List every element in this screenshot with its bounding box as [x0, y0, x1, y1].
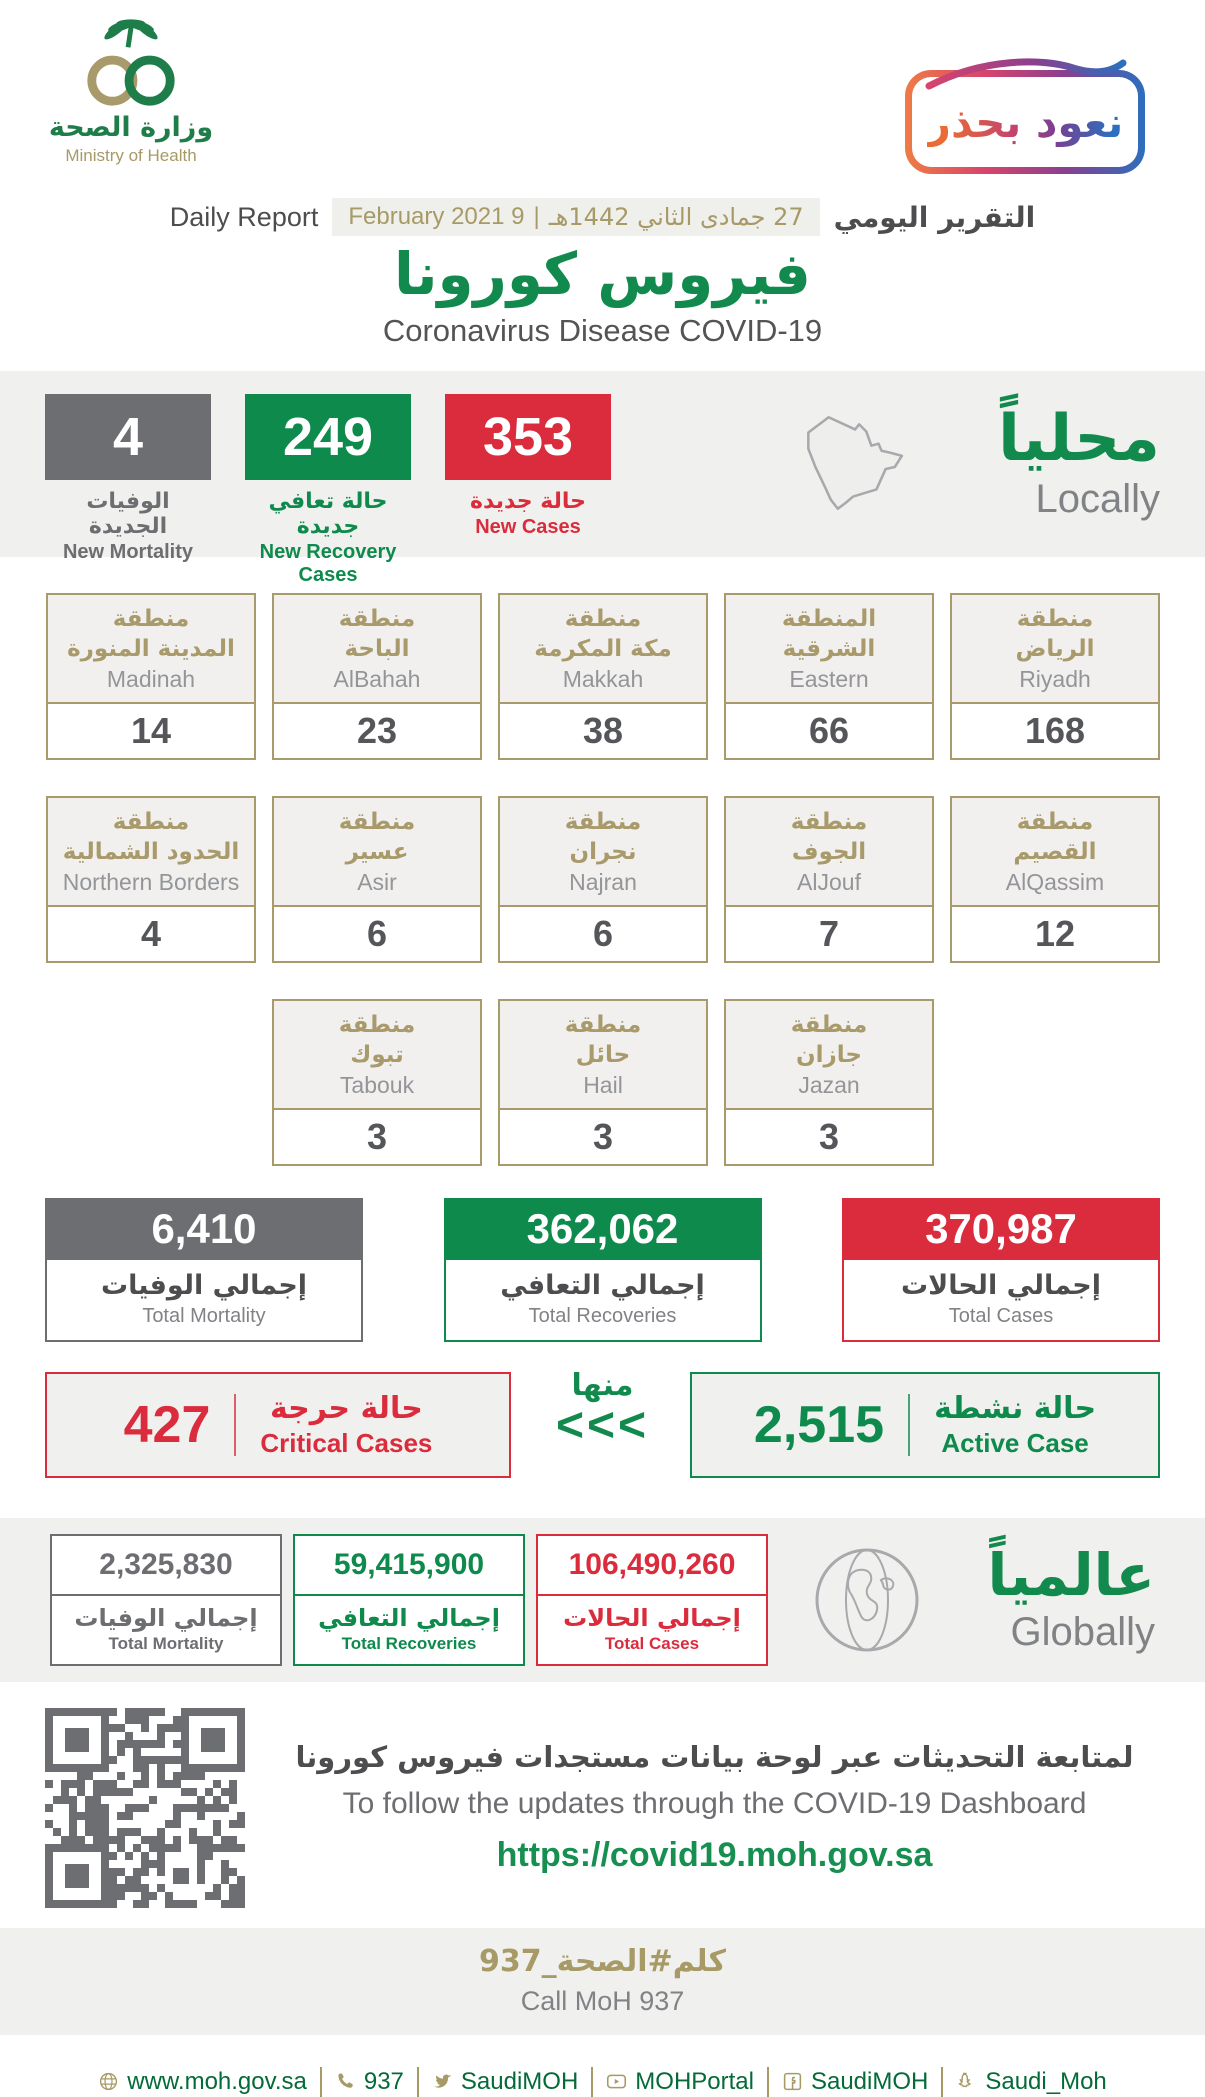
region-card-albahah	[272, 593, 482, 760]
region-name-ar: منطقة	[564, 808, 642, 835]
date-gregorian: 9 February 2021	[348, 203, 525, 230]
region-new-cases-value: 6	[592, 912, 614, 954]
of-which-indicator	[555, 1367, 650, 1452]
region-name-ar: القصيم	[1013, 838, 1097, 865]
return-with-caution-badge	[905, 70, 1145, 174]
global-cases-label-en: Total Cases	[604, 1633, 700, 1653]
region-name-ar: المدينة المنورة	[67, 635, 235, 662]
region-name-ar: تبوك	[350, 1041, 404, 1068]
footer-item-label: Saudi_Moh	[985, 2067, 1107, 2095]
new-cases-label-ar: حالة جديدة	[470, 488, 586, 514]
region-name-en: Riyadh	[1019, 665, 1091, 692]
page-title-en: Coronavirus Disease COVID-19	[382, 312, 823, 348]
region-new-cases-value: 38	[582, 709, 624, 751]
region-name-en: Najran	[569, 868, 637, 895]
region-name-ar: منطقة	[338, 605, 416, 632]
critical-cases-label-en: Critical Cases	[260, 1427, 433, 1458]
critical-divider	[234, 1394, 236, 1456]
region-card-najran	[498, 796, 708, 963]
youtube-icon	[606, 2071, 627, 2092]
region-card-northern-borders	[46, 796, 256, 963]
global-cases-value: 106,490,260	[538, 1536, 766, 1596]
footer-links	[0, 2067, 1205, 2097]
active-cases-label-ar: حالة نشطة	[934, 1390, 1097, 1426]
critical-cases-label-ar: حالة حرجة	[269, 1390, 423, 1426]
new-cases-label-en: New Cases	[475, 515, 581, 538]
total-mortality-box	[45, 1198, 363, 1342]
region-new-cases-value: 168	[1024, 709, 1086, 751]
total-cases-box	[842, 1198, 1160, 1342]
region-name-ar: منطقة	[564, 1011, 642, 1038]
footer-item-label: www.moh.gov.sa	[127, 2067, 307, 2095]
region-new-cases-value: 3	[366, 1115, 388, 1157]
total-recoveries-label-en: Total Recoveries	[528, 1304, 677, 1327]
global-recoveries-value: 59,415,900	[295, 1536, 523, 1596]
saudi-arabia-map	[788, 388, 910, 540]
global-recoveries-label-en: Total Recoveries	[341, 1633, 477, 1653]
twitter-icon	[432, 2071, 453, 2092]
footer-item-label: 937	[363, 2067, 404, 2095]
region-name-ar: المنطقة	[781, 605, 877, 632]
active-cases-value: 2,515	[753, 1395, 885, 1454]
globe-icon	[98, 2071, 119, 2092]
region-card-tabouk	[272, 999, 482, 1166]
globally-heading-en: Globally	[1010, 1609, 1155, 1654]
region-new-cases-value: 14	[130, 709, 172, 751]
logo-title-ar: وزارة الصحة	[48, 112, 214, 143]
region-new-cases-value: 3	[818, 1115, 840, 1157]
regions-grid	[45, 593, 1160, 1166]
phone-icon	[335, 2071, 356, 2092]
global-cases-box	[536, 1534, 768, 1666]
region-name-ar: الحدود الشمالية	[62, 838, 240, 865]
dashboard-section	[45, 1708, 1160, 1908]
new-recoveries-label-en: New Recovery Cases	[259, 540, 397, 586]
call-moh-ar: كلم#الصحة_937	[479, 1943, 726, 1979]
total-mortality-label-en: Total Mortality	[142, 1304, 266, 1327]
region-name-en: Madinah	[106, 665, 196, 692]
of-which-label-ar: منها	[571, 1367, 634, 1403]
region-name-ar: منطقة	[1016, 605, 1094, 632]
qr-code	[45, 1708, 245, 1908]
region-new-cases-value: 66	[808, 709, 850, 751]
badge-label: نعود بحذر	[926, 97, 1124, 147]
region-card-madinah	[46, 593, 256, 760]
stat-new-mortality	[45, 394, 211, 564]
region-name-ar: مكة المكرمة	[534, 635, 672, 662]
region-name-en: AlQassim	[1005, 868, 1105, 895]
breakdown-row	[45, 1367, 1160, 1478]
region-card-jazan	[724, 999, 934, 1166]
region-name-ar: الرياض	[1015, 635, 1095, 662]
region-new-cases-value: 3	[592, 1115, 614, 1157]
global-cases-label-ar: إجمالي الحالات	[563, 1603, 741, 1632]
region-name-en: Asir	[357, 868, 397, 895]
critical-cases-value: 427	[123, 1395, 211, 1454]
new-mortality-label-ar: الوفيات الجديدة	[86, 488, 170, 539]
total-recoveries-box	[444, 1198, 762, 1342]
moh-logo	[46, 14, 216, 166]
region-name-ar: منطقة	[112, 605, 190, 632]
global-mortality-label-en: Total Mortality	[108, 1633, 224, 1653]
region-name-ar: منطقة	[1016, 808, 1094, 835]
globally-heading-ar: عالمياً	[987, 1540, 1155, 1609]
global-recoveries-label-ar: إجمالي التعافي	[318, 1603, 500, 1632]
region-name-ar: الباحة	[344, 635, 410, 662]
region-card-eastern	[724, 593, 934, 760]
total-mortality-label-ar: إجمالي الوفيات	[100, 1269, 308, 1301]
date-row	[0, 198, 1205, 236]
region-name-en: Eastern	[789, 665, 869, 692]
date-separator: |	[533, 203, 540, 230]
chevrons-left-icon: <<<	[555, 1398, 650, 1452]
globally-heading	[923, 1540, 1155, 1655]
region-name-ar: نجران	[569, 838, 637, 865]
total-recoveries-label-ar: إجمالي التعافي	[500, 1269, 705, 1301]
stat-new-recoveries	[245, 394, 411, 587]
footer-item-label: MOHPortal	[635, 2067, 754, 2095]
moh-logo-graphic	[56, 14, 206, 112]
region-new-cases-value: 23	[356, 709, 398, 751]
region-new-cases-value: 6	[366, 912, 388, 954]
daily-report-label-ar: التقرير اليومي	[833, 200, 1036, 234]
dashboard-url-link[interactable]: https://covid19.moh.gov.sa	[496, 1836, 933, 1875]
footer-item-mohportal[interactable]	[593, 2067, 769, 2097]
dashboard-text-en: To follow the updates through the COVID-19 Dashboard	[342, 1787, 1087, 1821]
active-cases-label-en: Active Case	[941, 1427, 1089, 1458]
total-cases-value: 370,987	[842, 1198, 1160, 1260]
region-card-hail	[498, 999, 708, 1166]
region-name-en: Northern Borders	[62, 868, 240, 895]
new-recoveries-value: 249	[245, 394, 411, 480]
region-name-en: Jazan	[798, 1071, 860, 1098]
locally-heading-ar: محلياً	[997, 401, 1160, 476]
facebook-icon	[782, 2071, 803, 2092]
footer-item-saudi-moh[interactable]	[943, 2067, 1119, 2097]
region-card-alqassim	[950, 796, 1160, 963]
region-card-riyadh	[950, 593, 1160, 760]
region-name-en: AlJouf	[797, 868, 861, 895]
active-divider	[908, 1394, 910, 1456]
region-name-ar: الشرقية	[782, 635, 876, 662]
globe-icon	[811, 1544, 923, 1656]
footer-item-label: SaudiMOH	[810, 2067, 929, 2095]
global-mortality-label-ar: إجمالي الوفيات	[74, 1603, 258, 1632]
footer-item-www-moh-gov-sa[interactable]	[85, 2067, 322, 2097]
total-recoveries-value: 362,062	[444, 1198, 762, 1260]
new-cases-value: 353	[445, 394, 611, 480]
region-name-ar: منطقة	[790, 1011, 868, 1038]
global-mortality-box	[50, 1534, 282, 1666]
region-name-ar: حائل	[575, 1041, 631, 1068]
header	[0, 0, 1205, 192]
new-mortality-label-en: New Mortality	[62, 540, 194, 563]
region-name-ar: منطقة	[564, 605, 642, 632]
region-card-aljouf	[724, 796, 934, 963]
region-new-cases-value: 4	[140, 912, 162, 954]
region-name-en: Hail	[583, 1071, 623, 1098]
region-name-en: Tabouk	[339, 1071, 415, 1098]
call-moh-band	[0, 1928, 1205, 2035]
region-new-cases-value: 12	[1034, 912, 1076, 954]
footer-item-saudimoh[interactable]	[419, 2067, 593, 2097]
badge-swoosh-icon	[923, 54, 1128, 90]
footer-item-937[interactable]	[322, 2067, 419, 2097]
total-cases-label-en: Total Cases	[948, 1304, 1054, 1327]
snapchat-icon	[956, 2071, 977, 2092]
global-mortality-value: 2,325,830	[52, 1536, 280, 1596]
new-mortality-value: 4	[45, 394, 211, 480]
logo-title-en: Ministry of Health	[65, 146, 197, 165]
region-name-ar: منطقة	[112, 808, 190, 835]
locally-heading-en: Locally	[1035, 476, 1160, 521]
daily-report-label-en: Daily Report	[169, 201, 319, 232]
critical-cases-box	[45, 1372, 511, 1478]
totals-row	[45, 1198, 1160, 1342]
region-card-asir	[272, 796, 482, 963]
stat-new-cases	[445, 394, 611, 539]
region-new-cases-value: 7	[818, 912, 840, 954]
locally-heading	[928, 401, 1160, 522]
region-name-ar: منطقة	[790, 808, 868, 835]
footer-item-label: SaudiMOH	[460, 2067, 579, 2095]
locally-section	[0, 371, 1205, 586]
region-name-en: Makkah	[562, 665, 644, 692]
total-cases-label-ar: إجمالي الحالات	[900, 1269, 1102, 1301]
call-moh-en: Call MoH 937	[520, 1985, 685, 2016]
footer-item-saudimoh[interactable]	[769, 2067, 943, 2097]
global-recoveries-box	[293, 1534, 525, 1666]
region-name-ar: منطقة	[338, 808, 416, 835]
region-name-ar: جازان	[796, 1041, 862, 1068]
region-card-makkah	[498, 593, 708, 760]
page-title-ar: فيروس كورونا	[393, 240, 812, 308]
report-date-chip	[332, 198, 819, 236]
dashboard-text-ar: لمتابعة التحديثات عبر لوحة بيانات مستجدات فيروس كورونا	[295, 1740, 1134, 1775]
region-name-ar: الجوف	[791, 838, 867, 865]
date-hijri: 27 جمادى الثاني 1442هـ	[548, 203, 804, 231]
active-cases-box	[690, 1372, 1160, 1478]
region-name-en: AlBahah	[333, 665, 421, 692]
new-recoveries-label-ar: حالة تعافي جديدة	[268, 488, 388, 539]
region-name-ar: عسير	[345, 838, 409, 865]
region-name-ar: منطقة	[338, 1011, 416, 1038]
globally-section	[0, 1518, 1205, 1682]
total-mortality-value: 6,410	[45, 1198, 363, 1260]
